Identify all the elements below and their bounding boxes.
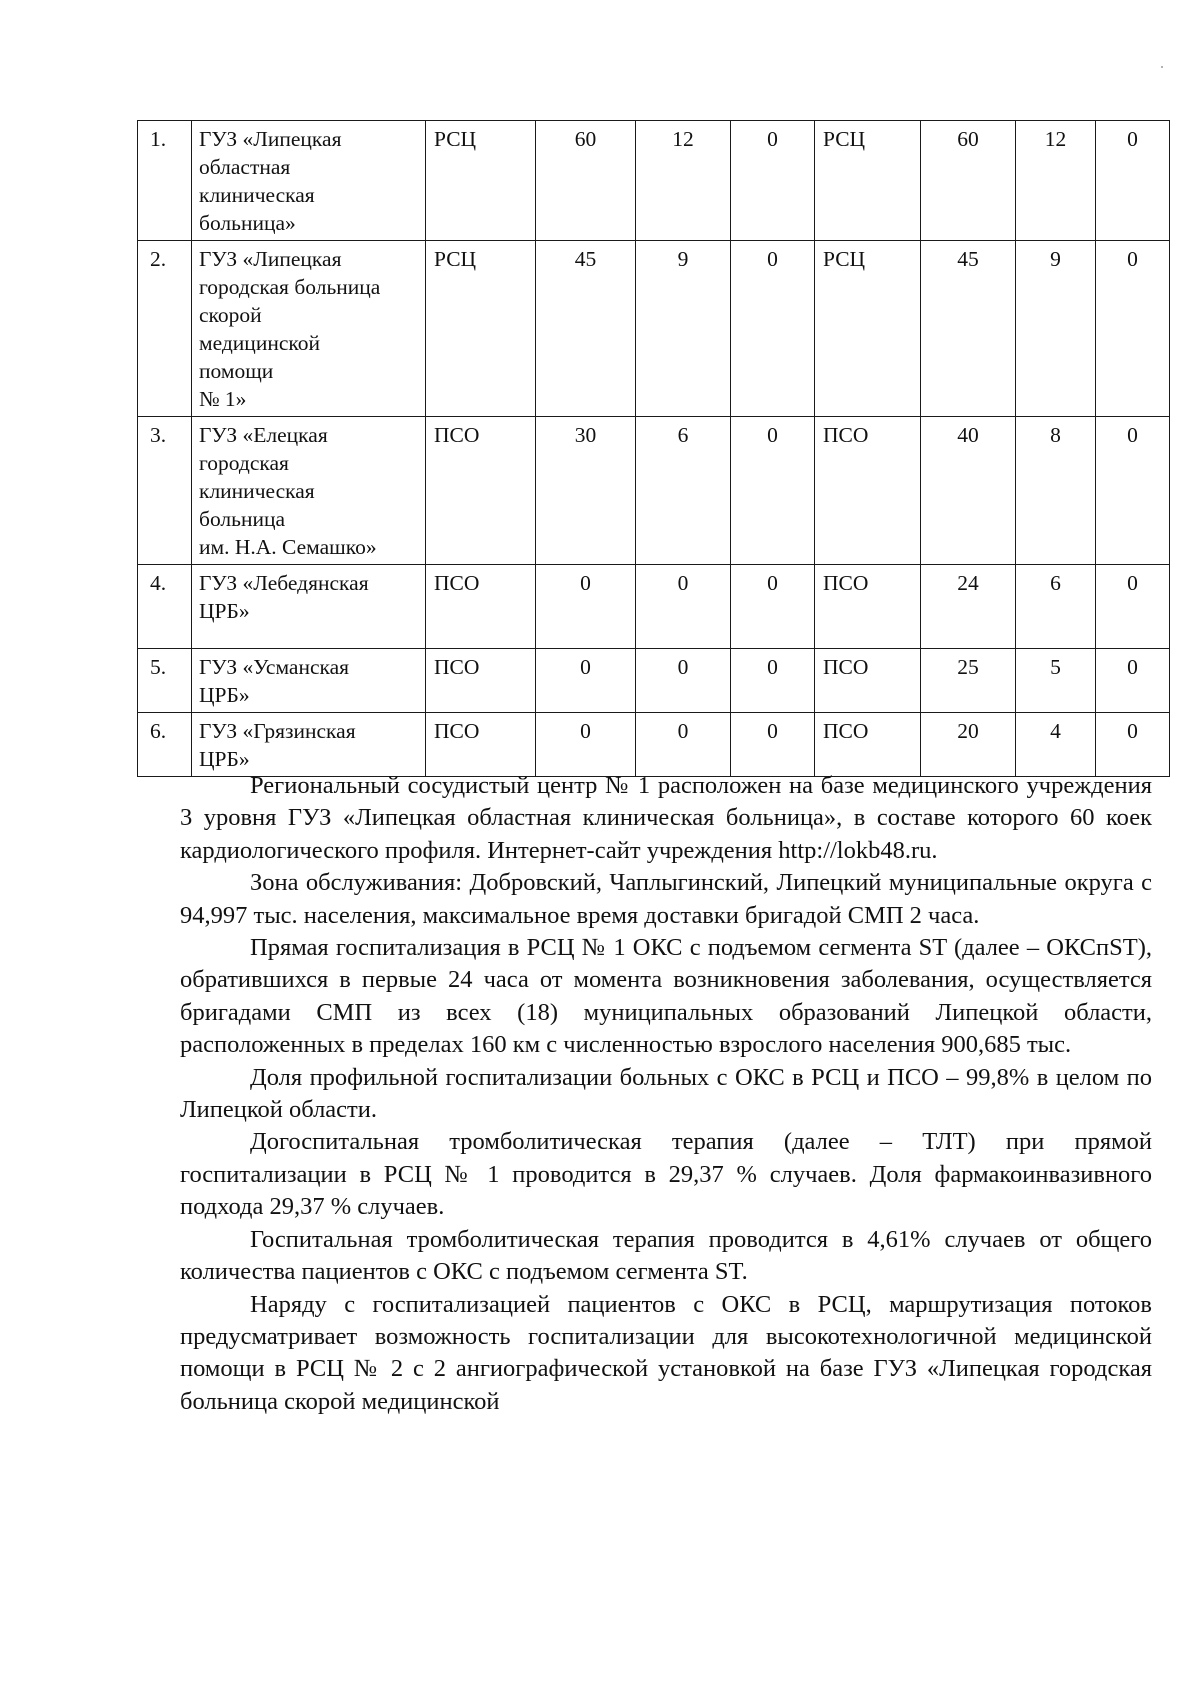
hospital-name: ГУЗ «Липецкая городская больница скорой медицинской помощи № 1»: [192, 241, 426, 417]
cell-value: 0: [1096, 121, 1170, 241]
center-type-planned: РСЦ: [815, 241, 921, 417]
paragraph-profile-share: Доля профильной госпитализации больных с ОКС в РСЦ и ПСО – 99,8% в целом по Липецкой области.: [180, 1063, 1152, 1124]
center-type-current: ПСО: [426, 417, 536, 565]
paragraph-prehospital-tlt: Догоспитальная тромболитическая терапия (далее – ТЛТ) при прямой госпитализации в РСЦ № 1 проводится в 29,37 % случаев. Доля фармакоинвазивного подхода 29,37 % случаев.: [180, 1128, 1152, 1221]
cell-value: 8: [1016, 417, 1096, 565]
cell-value: 60: [921, 121, 1016, 241]
document-body: [180, 770, 1152, 1418]
row-number: 5.: [138, 649, 192, 713]
cell-value: 0: [1096, 241, 1170, 417]
center-type-current: ПСО: [426, 713, 536, 777]
center-type-planned: ПСО: [815, 649, 921, 713]
cell-value: 30: [536, 417, 636, 565]
hospital-name: ГУЗ «Грязинская ЦРБ»: [192, 713, 426, 777]
cell-value: 0: [536, 565, 636, 649]
cell-value: 0: [1096, 565, 1170, 649]
cell-value: 40: [921, 417, 1016, 565]
cell-value: 20: [921, 713, 1016, 777]
center-type-current: ПСО: [426, 649, 536, 713]
cell-value: 0: [636, 565, 731, 649]
cell-value: 9: [636, 241, 731, 417]
cell-value: 0: [731, 417, 815, 565]
hospital-name: ГУЗ «Елецкая городская клиническая больница им. Н.А. Семашко»: [192, 417, 426, 565]
table-row: [138, 649, 1170, 713]
hospital-name: ГУЗ «Лебедянская ЦРБ»: [192, 565, 426, 649]
cell-value: 45: [536, 241, 636, 417]
cell-value: 12: [1016, 121, 1096, 241]
paragraph-hospital-tlt: Госпитальная тромболитическая терапия проводится в 4,61% случаев от общего количества пациентов с ОКС с подъемом сегмента ST.: [180, 1225, 1152, 1286]
cell-value: 24: [921, 565, 1016, 649]
table-row: [138, 121, 1170, 241]
hospital-name: ГУЗ «Усманская ЦРБ»: [192, 649, 426, 713]
center-type-current: РСЦ: [426, 121, 536, 241]
paragraph-direct-hospitalization: Прямая госпитализация в РСЦ № 1 ОКС с подъемом сегмента ST (далее – ОКСпST), обратившихся в первые 24 часа от момента возникновения заболевания, осуществляется бригадами СМП из всех (18) муниципальных образований Липецкой области, расположенных в пределах 160 км с численностью взрослого населения 900,685 тыс.: [180, 934, 1152, 1059]
table-row: [138, 565, 1170, 649]
cell-value: 0: [1096, 713, 1170, 777]
cell-value: 0: [731, 241, 815, 417]
cell-value: 12: [636, 121, 731, 241]
cell-value: 60: [536, 121, 636, 241]
cell-value: 6: [1016, 565, 1096, 649]
center-type-current: ПСО: [426, 565, 536, 649]
cell-value: 5: [1016, 649, 1096, 713]
center-type-planned: ПСО: [815, 713, 921, 777]
cell-value: 0: [731, 121, 815, 241]
table-row: [138, 713, 1170, 777]
paragraph-service-zone: Зона обслуживания: Добровский, Чаплыгинский, Липецкий муниципальные округа с 94,997 тыс. населения, максимальное время доставки бригадой СМП 2 часа.: [180, 869, 1152, 929]
cell-value: 0: [636, 713, 731, 777]
table-row: [138, 417, 1170, 565]
cell-value: 9: [1016, 241, 1096, 417]
paragraph-routing: Наряду с госпитализацией пациентов с ОКС в РСЦ, маршрутизация потоков предусматривает возможность госпитализации для высокотехнологичной медицинской помощи в РСЦ № 2 с 2 ангиографической установкой на базе ГУЗ «Липецкая городская больница скорой медицинской: [180, 1290, 1152, 1415]
center-type-planned: ПСО: [815, 417, 921, 565]
cell-value: 0: [536, 649, 636, 713]
cell-value: 45: [921, 241, 1016, 417]
row-number: 2.: [138, 241, 192, 417]
paragraph-rsc-location: Региональный сосудистый центр № 1 расположен на базе медицинского учреждения 3 уровня ГУЗ «Липецкая областная клиническая больница», в составе которого 60 коек кардиологического профиля. Интернет-сайт учреждения http://lokb48.ru.: [180, 772, 1152, 864]
hospital-name: ГУЗ «Липецкая областная клиническая больница»: [192, 121, 426, 241]
cell-value: 0: [731, 649, 815, 713]
center-type-planned: РСЦ: [815, 121, 921, 241]
cell-value: 0: [536, 713, 636, 777]
row-number: 6.: [138, 713, 192, 777]
cell-value: 0: [1096, 417, 1170, 565]
cell-value: 6: [636, 417, 731, 565]
hospitals-table: [137, 120, 1170, 777]
row-number: 1.: [138, 121, 192, 241]
center-type-planned: ПСО: [815, 565, 921, 649]
cell-value: 0: [636, 649, 731, 713]
scan-artifact-dot: [1161, 66, 1163, 68]
cell-value: 0: [731, 565, 815, 649]
cell-value: 0: [1096, 649, 1170, 713]
row-number: 4.: [138, 565, 192, 649]
cell-value: 4: [1016, 713, 1096, 777]
row-number: 3.: [138, 417, 192, 565]
table-row: [138, 241, 1170, 417]
cell-value: 0: [731, 713, 815, 777]
cell-value: 25: [921, 649, 1016, 713]
center-type-current: РСЦ: [426, 241, 536, 417]
